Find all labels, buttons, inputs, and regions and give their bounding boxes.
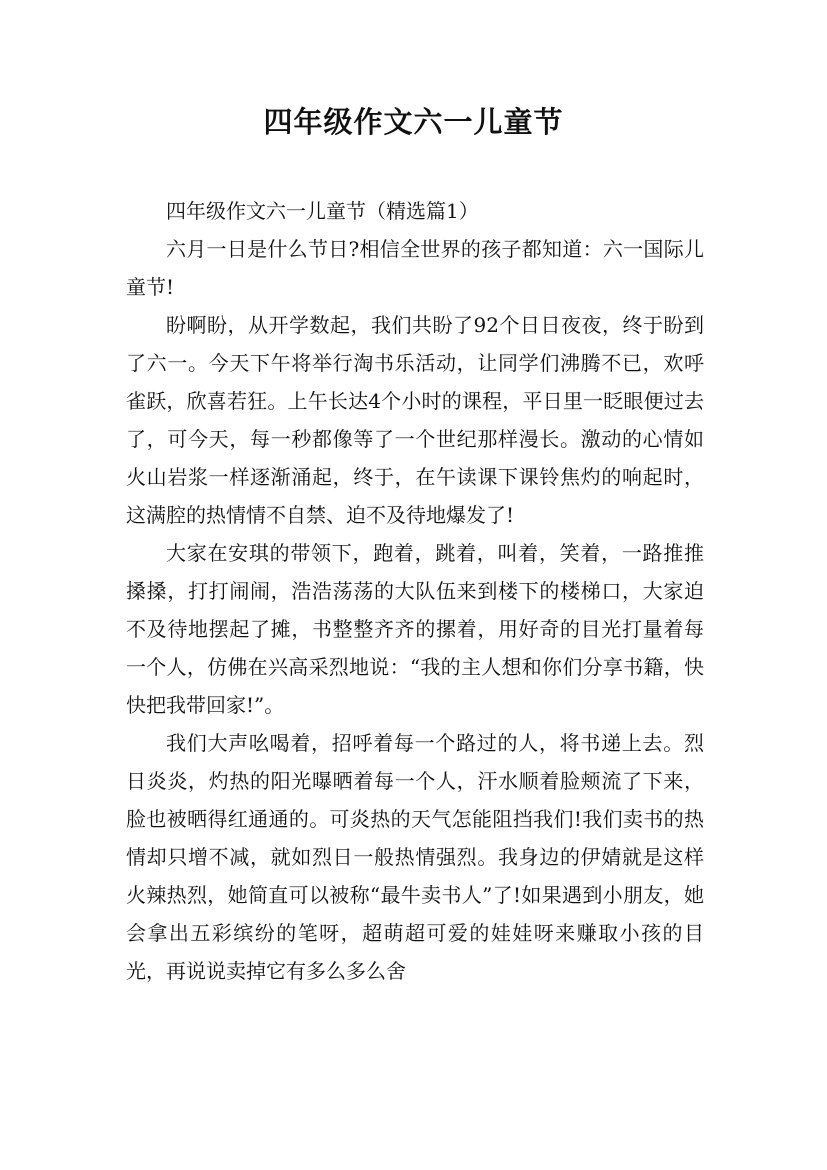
paragraph-2: 盼啊盼，从开学数起，我们共盼了92个日日夜夜，终于盼到了六一。今天下午将举行淘书乐活动，让同学们沸腾不已，欢呼雀跃，欣喜若狂。上午长达4个小时的课程，平日里一眨眼便过去了，可今天，每一秒都像等了一个世纪那样漫长。激动的心情如火山岩浆一样逐渐涌起，终于，在午读课下课铃焦灼的响起时，这满腔的热情情不自禁、迫不及待地爆发了! — [126, 313, 704, 527]
paragraph-1: 六月一日是什么节日?相信全世界的孩子都知道：六一国际儿童节! — [126, 237, 704, 299]
page-title: 四年级作文六一儿童节 — [263, 105, 564, 139]
paragraph-3: 大家在安琪的带领下，跑着，跳着，叫着，笑着，一路推推搡搡，打打闹闹，浩浩荡荡的大队伍来到楼下的楼梯口，大家迫不及待地摆起了摊，书整整齐齐的摞着，用好奇的目光打量着每一个人，仿佛在兴高采烈地说：“我的主人想和你们分享书籍，快快把我带回家!”。 — [126, 541, 704, 717]
article-body — [126, 192, 704, 990]
paragraph-4: 我们大声吆喝着，招呼着每一个路过的人，将书递上去。烈日炎炎，灼热的阳光曝晒着每一个人，汗水顺着脸颊流了下来，脸也被晒得红通通的。可炎热的天气怎能阻挡我们!我们卖书的热情却只增不减，就如烈日一般热情强烈。我身边的伊婧就是这样火辣热烈，她简直可以被称“最牛卖书人”了!如果遇到小朋友，她会拿出五彩缤纷的笔呀，超萌超可爱的娃娃呀来赚取小孩的目光，再说说卖掉它有多么多么舍 — [126, 731, 704, 983]
article-subheading: 四年级作文六一儿童节（精选篇1） — [166, 199, 479, 223]
